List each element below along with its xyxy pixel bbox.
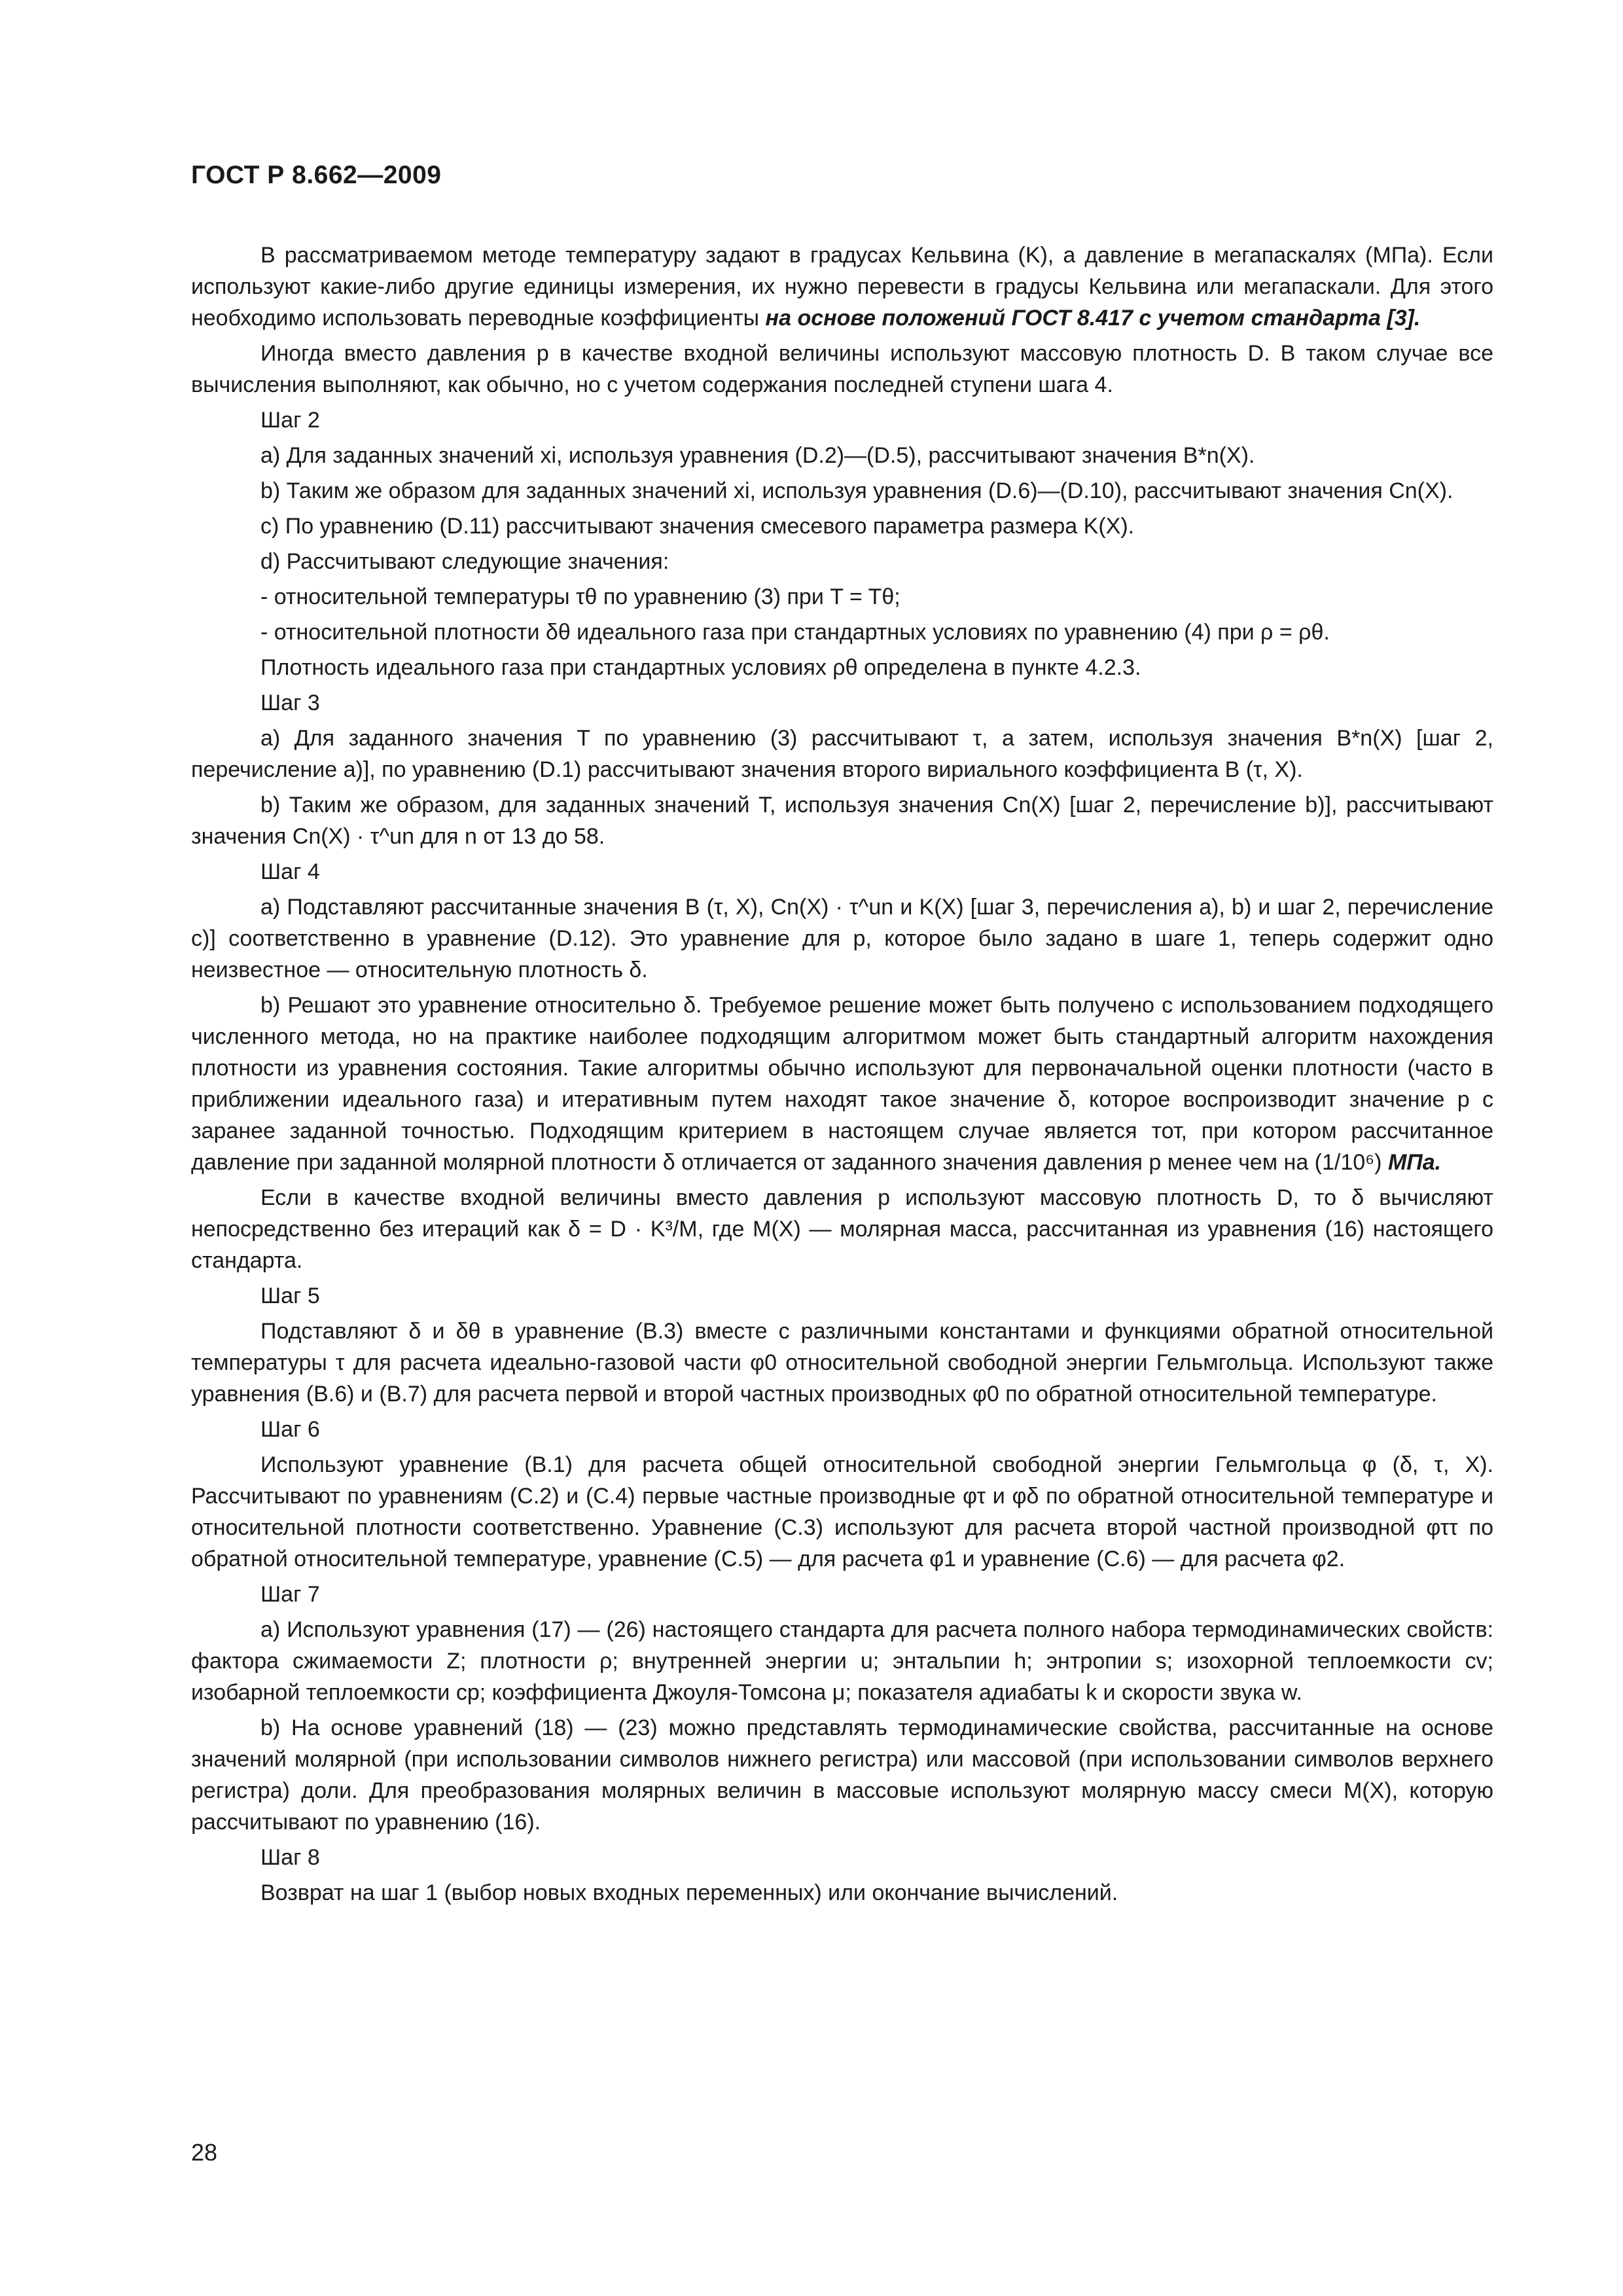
step-7-title: Шаг 7 (260, 1582, 320, 1607)
step-8-text: Возврат на шаг 1 (выбор новых входных переменных) или окончание вычислений. (260, 1880, 1118, 1905)
step-4-title: Шаг 4 (260, 859, 320, 884)
step-2-item-b: b) Таким же образом для заданных значений xi, используя уравнения (D.6)—(D.10), рассчитывают значения Cn(X). (260, 478, 1454, 503)
step-8-title: Шаг 8 (260, 1845, 320, 1870)
step-6-title: Шаг 6 (260, 1417, 320, 1442)
step-2-item-d2: - относительной плотности δθ идеального газа при стандартных условиях по уравнению (4) при ρ = ρθ. (260, 620, 1330, 645)
step-2-item-d1: - относительной температуры τθ по уравнению (3) при T = Tθ; (260, 584, 901, 609)
step-4-mass-density-note: Если в качестве входной величины вместо давления p используют массовую плотность D, то δ вычисляют непосредственно без итераций как δ = D · K³/M, где M(X) — молярная масса, рассчитанная из уравнения (16) настоящего стандарта. (191, 1185, 1493, 1273)
intro-paragraph-2: Иногда вместо давления p в качестве входной величины используют массовую плотность D. В таком случае все вычисления выполняют, как обычно, но с учетом содержания последней ступени шага 4. (191, 341, 1493, 397)
step-7-item-b: b) На основе уравнений (18) — (23) можно представлять термодинамические свойства, рассчитанные на основе значений молярной (при использовании символов нижнего регистра) или массовой (при использовании символов верхнего регистра) доли. Для преобразования молярных величин в массовые используют молярную массу смеси M(X), которую рассчитывают по уравнению (16). (191, 1715, 1493, 1835)
step-6-text: Используют уравнение (B.1) для расчета общей относительной свободной энергии Гельмгольца φ (δ, τ, X). Рассчитывают по уравнениям (C.2) и (C.4) первые частные производные φτ и φδ по обратной относительной температуре и относительной плотности соответственно. Уравнение (C.3) используют для расчета второй частной производной φττ по обратной относительной температуре, уравнение (C.5) — для расчета φ1 и уравнение (C.6) — для расчета φ2. (191, 1452, 1493, 1571)
step-4-item-b: b) Решают это уравнение относительно δ. Требуемое решение может быть получено с использованием подходящего численного метода, но на практике наиболее подходящим алгоритмом может быть стандартный алгоритм нахождения плотности из уравнения состояния. Такие алгоритмы обычно используют для первоначальной оценки плотности (часто в приближении идеального газа) и итеративным путем находят такое значение δ, которое воспроизводит значение p с заранее заданной точностью. Подходящим критерием в настоящем случае является тот, при котором рассчитанное давление при заданной молярной плотности δ отличается от заданного значения давления p менее чем на (1/10⁶) МПа. (191, 993, 1493, 1175)
step-5-title: Шаг 5 (260, 1283, 320, 1308)
intro-paragraph-1: В рассматриваемом методе температуру задают в градусах Кельвина (K), а давление в мегапаскалях (МПа). Если используют какие-либо другие единицы измерения, их нужно перевести в градусы Кельвина или мегапаскали. Для этого необходимо использовать переводные коэффициенты на основе положений ГОСТ 8.417 с учетом стандарта [3]. (191, 243, 1493, 331)
page-number: 28 (191, 2139, 218, 2166)
document-header: ГОСТ Р 8.662—2009 (191, 161, 442, 189)
unit-mpa: МПа. (1387, 1150, 1442, 1175)
step-2-item-c: c) По уравнению (D.11) рассчитывают значения смесевого параметра размера K(X). (260, 514, 1135, 539)
step-3-item-b: b) Таким же образом, для заданных значений T, используя значения Cn(X) [шаг 2, перечисление b)], рассчитывают значения Cn(X) · τ^un для n от 13 до 58. (191, 793, 1493, 849)
step-2-item-d: d) Рассчитывают следующие значения: (260, 549, 669, 574)
step-7-item-a: a) Используют уравнения (17) — (26) настоящего стандарта для расчета полного набора термодинамических свойств: фактора сжимаемости Z; плотности ρ; внутренней энергии u; энтальпии h; энтропии s; изохорной теплоемкости cv; изобарной теплоемкости cp; коэффициента Джоуля-Томсона μ; показателя адиабаты k и скорости звука w. (191, 1617, 1493, 1705)
step-2-item-a: a) Для заданных значений xi, используя уравнения (D.2)—(D.5), рассчитывают значения B*n(X). (260, 443, 1255, 468)
step-2-title: Шаг 2 (260, 408, 320, 433)
standard-reference: на основе положений ГОСТ 8.417 с учетом стандарта [3]. (765, 306, 1421, 331)
step-4-item-a: a) Подставляют рассчитанные значения B (τ, X), Cn(X) · τ^un и K(X) [шаг 3, перечисления a), b) и шаг 2, перечисление c)] соответственно в уравнение (D.12). Это уравнение для p, которое было задано в шаге 1, теперь содержит одно неизвестное — относительную плотность δ. (191, 895, 1493, 982)
step-3-title: Шаг 3 (260, 691, 320, 715)
step-3-item-a: a) Для заданного значения T по уравнению (3) рассчитывают τ, а затем, используя значения B*n(X) [шаг 2, перечисление a)], по уравнению (D.1) рассчитывают значения второго вириального коэффициента B (τ, X). (191, 726, 1493, 782)
document-body (191, 240, 1493, 1912)
step-5-text: Подставляют δ и δθ в уравнение (B.3) вместе с различными константами и функциями обратной относительной температуры τ для расчета идеально-газовой части φ0 относительной свободной энергии Гельмгольца. Используют также уравнения (B.6) и (B.7) для расчета первой и второй частных производных φ0 по обратной относительной температуре. (191, 1319, 1493, 1407)
step-2-note: Плотность идеального газа при стандартных условиях ρθ определена в пункте 4.2.3. (260, 655, 1141, 680)
